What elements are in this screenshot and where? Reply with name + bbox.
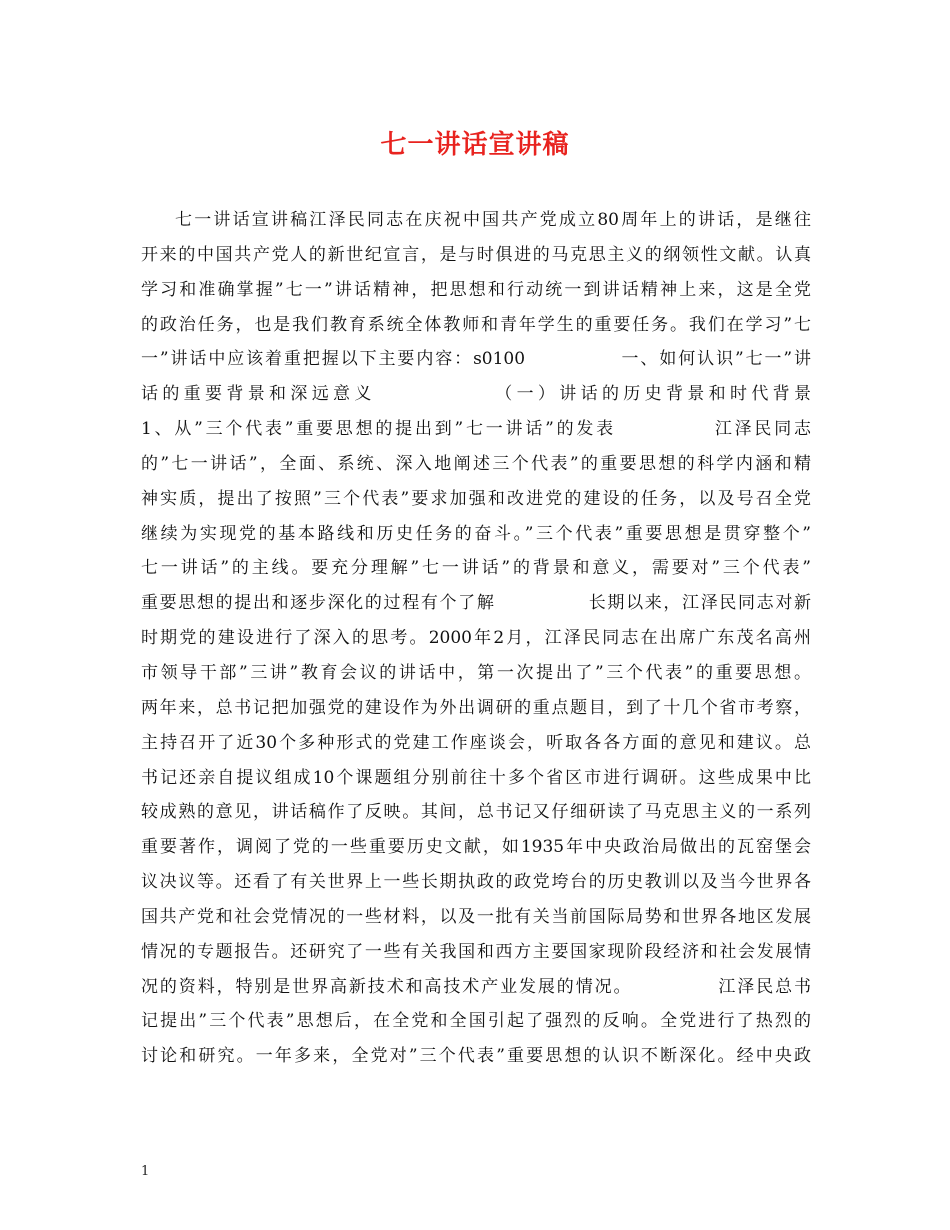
text-line: 时期党的建设进行了深入的思考。2000年2月，江泽民同志在出席广东茂名高州 bbox=[141, 628, 811, 649]
text-line: 七一讲话宣讲稿江泽民同志在庆祝中国共产党成立80周年上的讲话，是继往 bbox=[175, 210, 811, 230]
page-title: 七一讲话宣讲稿 bbox=[380, 130, 570, 160]
text-line: 重要著作，调阅了党的一些重要历史文献，如1935年中央政治局做出的瓦窑堡会 bbox=[141, 837, 811, 858]
text-line: 书记还亲自提议组成10个课题组分别前往十多个省区市进行调研。这些成果中比 bbox=[141, 767, 811, 788]
text-line: 较成熟的意见，讲话稿作了反映。其间，总书记又仔细研读了马克思主义的一系列 bbox=[141, 802, 811, 823]
text-line: 继续为实现党的基本路线和历史任务的奋斗。”三个代表”重要思想是贯穿整个” bbox=[141, 523, 811, 544]
text-line: 议决议等。还看了有关世界上一些长期执政的政党垮台的历史教训以及当今世界各 bbox=[141, 872, 811, 893]
text-line: 两年来，总书记把加强党的建设作为外出调研的重点题目，到了十几个省市考察， bbox=[141, 697, 811, 718]
text-line: 七一讲话”的主线。要充分理解”七一讲话”的背景和意义，需要对”三个代表” bbox=[141, 558, 811, 579]
text-line: 况的资料，特别是世界高新技术和高技术产业发展的情况。 江泽民总书 bbox=[141, 976, 811, 997]
text-line: 记提出”三个代表”思想后，在全党和全国引起了强烈的反响。全党进行了热烈的 bbox=[141, 1011, 811, 1032]
text-line: 市领导干部”三讲”教育会议的讲话中，第一次提出了”三个代表”的重要思想。 bbox=[141, 662, 811, 683]
text-line: 话的重要背景和深远意义 （一）讲话的历史背景和时代背景 bbox=[141, 384, 811, 405]
text-line: 神实质，提出了按照”三个代表”要求加强和改进党的建设的任务，以及号召全党 bbox=[141, 488, 811, 509]
text-line: 开来的中国共产党人的新世纪宣言，是与时俱进的马克思主义的纲领性文献。认真 bbox=[141, 244, 811, 265]
text-line: 的政治任务，也是我们教育系统全体教师和青年学生的重要任务。我们在学习”七 bbox=[141, 314, 811, 335]
text-line: 国共产党和社会党情况的一些材料，以及一批有关当前国际局势和世界各地区发展 bbox=[141, 906, 811, 927]
text-line: 的”七一讲话”，全面、系统、深入地阐述三个代表”的重要思想的科学内涵和精 bbox=[141, 453, 811, 474]
page-number: 1 bbox=[141, 1164, 150, 1179]
text-line: 情况的专题报告。还研究了一些有关我国和西方主要国家现阶段经济和社会发展情 bbox=[141, 941, 811, 962]
text-line: 主持召开了近30个多种形式的党建工作座谈会，听取各各方面的意见和建议。总 bbox=[141, 732, 811, 753]
text-line: 1、从”三个代表”重要思想的提出到”七一讲话”的发表 江泽民同志 bbox=[141, 419, 811, 440]
text-line: 一”讲话中应该着重把握以下主要内容：s0100 一、如何认识”七一”讲 bbox=[141, 349, 811, 370]
text-line: 学习和准确掌握”七一”讲话精神，把思想和行动统一到讲话精神上来，这是全党 bbox=[141, 279, 811, 300]
text-line: 重要思想的提出和逐步深化的过程有个了解 长期以来，江泽民同志对新 bbox=[141, 593, 811, 614]
body-text bbox=[141, 203, 811, 1074]
text-line: 讨论和研究。一年多来，全党对”三个代表”重要思想的认识不断深化。经中央政 bbox=[141, 1046, 811, 1067]
